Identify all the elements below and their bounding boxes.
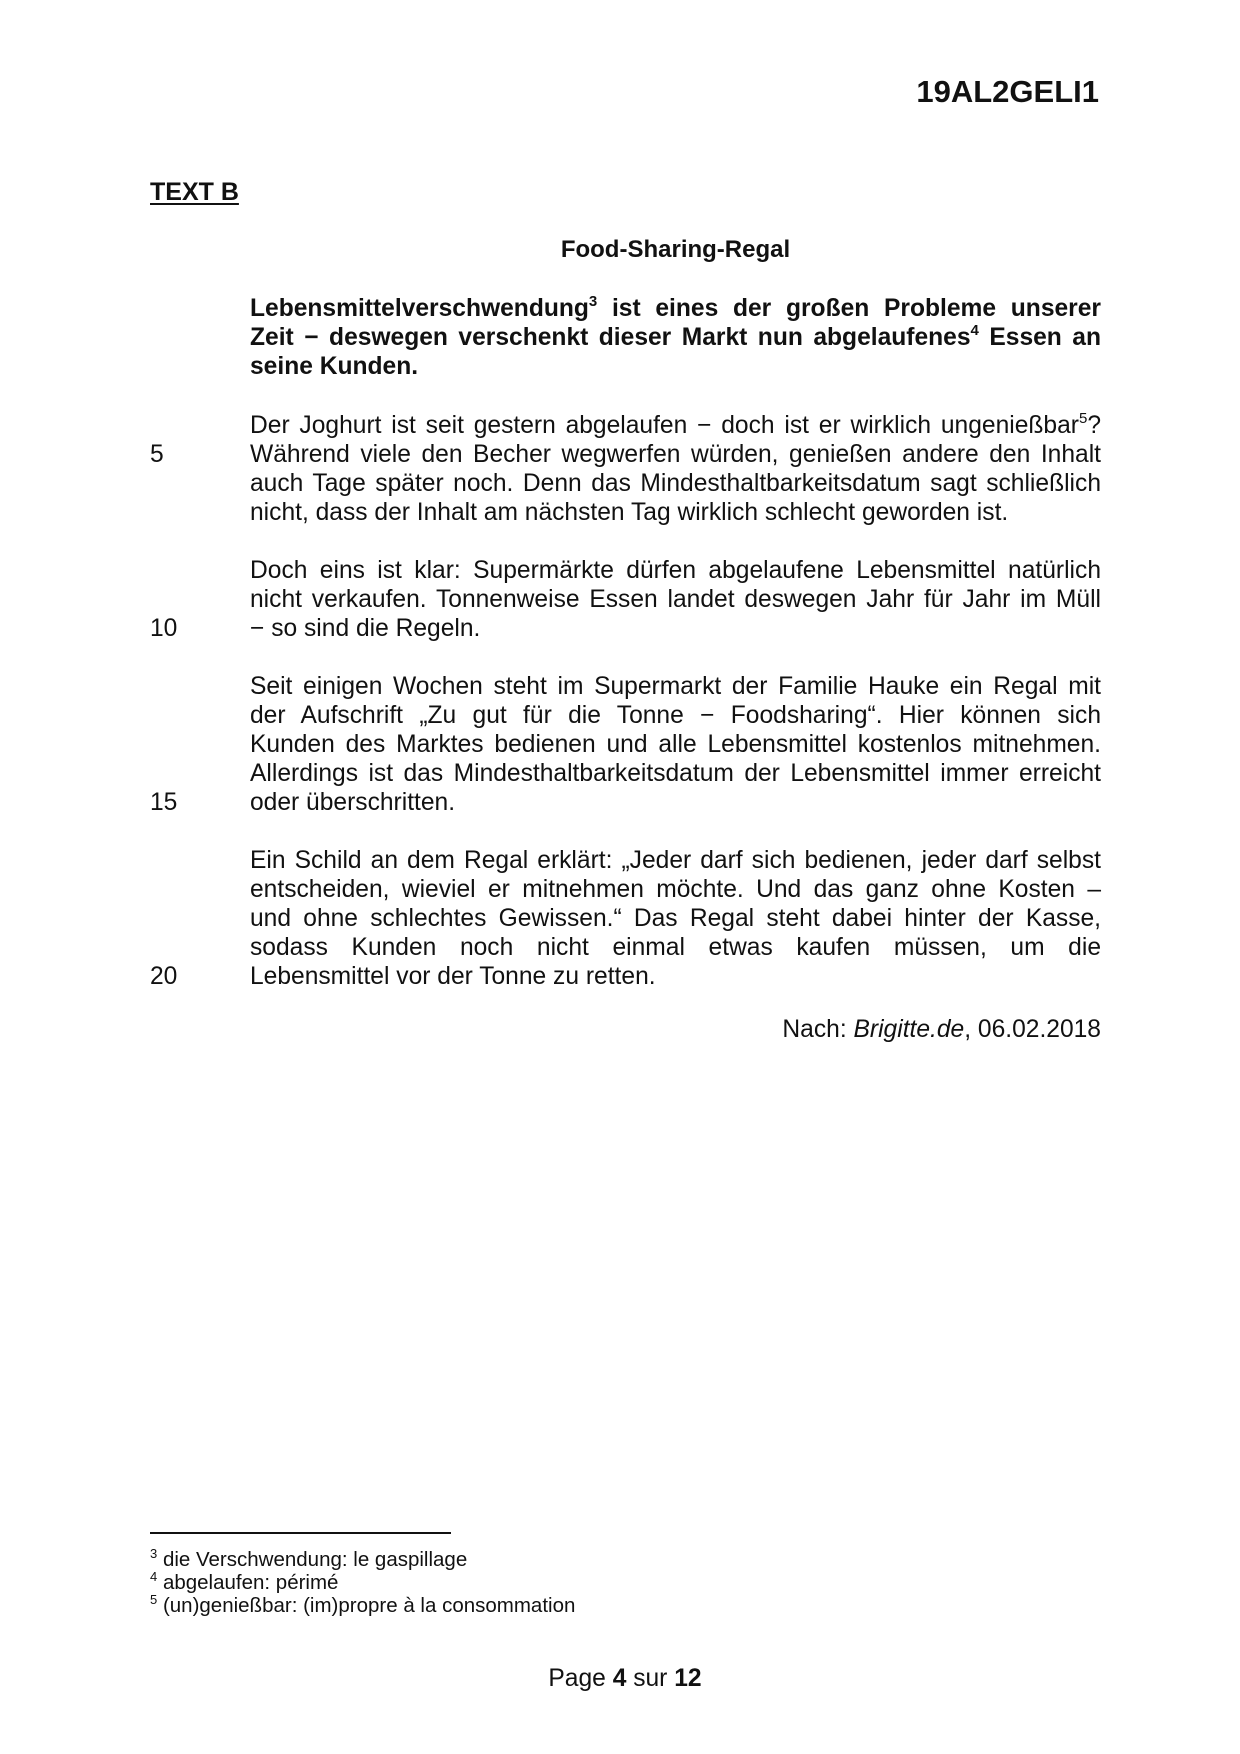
text-segment: Lebensmittel vor der Tonne zu retten. [250, 963, 656, 990]
current-page: 4 [612, 1665, 627, 1692]
section-label: TEXT B [150, 178, 239, 206]
text-segment: oder überschritten. [250, 789, 456, 816]
text-line [250, 411, 1101, 440]
text-segment: Während viele den Becher wegwerfen würden, genießen andere den Inhalt [250, 441, 1101, 468]
page-number [0, 1665, 1240, 1693]
text-line [250, 788, 1101, 817]
footnote-text: abgelaufen: périmé [162, 1571, 339, 1594]
text-segment: Doch eins ist klar: Supermärkte dürfen abgelaufene Lebensmittel natürlich [250, 557, 1101, 584]
document-code: 19AL2GELI1 [916, 74, 1099, 109]
text-segment: Ein Schild an dem Regal erklärt: „Jeder darf sich bedienen, jeder darf selbst [250, 847, 1101, 874]
text-segment: Essen an [978, 324, 1102, 351]
article-title: Food-Sharing-Regal [560, 236, 791, 263]
line-number: 20 [150, 963, 178, 990]
page-separator: sur [626, 1665, 675, 1692]
source-citation [782, 1016, 1101, 1044]
footnote-text: (un)genießbar: (im)propre à la consommation [162, 1594, 576, 1617]
lead-paragraph [250, 294, 1101, 381]
body-paragraph [250, 846, 1101, 991]
text-line [250, 352, 1101, 381]
text-line [250, 469, 1101, 498]
text-segment: Zeit − deswegen verschenkt dieser Markt nun abgelaufenes [250, 324, 971, 351]
text-segment: Allerdings ist das Mindesthaltbarkeitsdatum der Lebensmittel immer erreicht [250, 760, 1101, 787]
footnote-ref: 5 [1078, 410, 1088, 427]
text-line [250, 323, 1101, 352]
body-paragraph [250, 556, 1101, 643]
text-segment: ist eines der großen Probleme unserer [597, 295, 1101, 322]
text-segment: entscheiden, wieviel er mitnehmen möchte. Und das ganz ohne Kosten – [250, 876, 1101, 903]
footnote-ref: 4 [970, 322, 979, 339]
body-paragraph [250, 672, 1101, 817]
footnote-number: 4 [150, 1569, 158, 1584]
footnote-ref: 3 [588, 293, 598, 310]
text-segment: auch Tage später noch. Denn das Mindesthaltbarkeitsdatum sagt schließlich [250, 470, 1101, 497]
text-line [250, 730, 1101, 759]
body-paragraph [250, 411, 1101, 527]
text-line [250, 846, 1101, 875]
text-line [250, 498, 1101, 527]
footnote-divider [150, 1532, 451, 1534]
footnote-number: 3 [150, 1546, 158, 1561]
text-line [250, 962, 1101, 991]
line-number: 5 [150, 441, 164, 468]
text-segment: Kunden des Marktes bedienen und alle Lebensmittel kostenlos mitnehmen. [250, 731, 1101, 758]
text-line [250, 440, 1101, 469]
text-line [250, 933, 1101, 962]
text-segment: seine Kunden. [250, 353, 419, 380]
text-segment: Lebensmittelverschwendung [250, 295, 589, 322]
text-line [250, 875, 1101, 904]
text-line [250, 904, 1101, 933]
text-segment: der Aufschrift „Zu gut für die Tonne − Foodsharing“. Hier können sich [250, 702, 1101, 729]
text-line [250, 701, 1101, 730]
footnote-text: die Verschwendung: le gaspillage [162, 1548, 468, 1571]
text-segment: nicht, dass der Inhalt am nächsten Tag wirklich schlecht geworden ist. [250, 499, 1009, 526]
footnote [150, 1594, 575, 1617]
line-number: 10 [150, 615, 178, 642]
text-segment: Seit einigen Wochen steht im Supermarkt der Familie Hauke ein Regal mit [250, 673, 1101, 700]
footnote [150, 1571, 338, 1594]
total-pages: 12 [674, 1665, 702, 1692]
text-line [250, 614, 1101, 643]
source-prefix: Nach: [782, 1016, 854, 1043]
text-segment: Der Joghurt ist seit gestern abgelaufen − doch ist er wirklich ungenießbar [250, 412, 1079, 439]
text-segment: und ohne schlechtes Gewissen.“ Das Regal steht dabei hinter der Kasse, [250, 905, 1101, 932]
text-line [250, 672, 1101, 701]
source-publication: Brigitte.de [853, 1016, 965, 1043]
line-number: 15 [150, 789, 178, 816]
source-date: , 06.02.2018 [964, 1016, 1101, 1043]
text-segment: sodass Kunden noch nicht einmal etwas kaufen müssen, um die [250, 934, 1101, 961]
text-line [250, 294, 1101, 323]
text-line [250, 759, 1101, 788]
footnote-number: 5 [150, 1592, 158, 1607]
text-line [250, 556, 1101, 585]
text-line [250, 585, 1101, 614]
text-segment: − so sind die Regeln. [250, 615, 481, 642]
footnote [150, 1548, 467, 1571]
text-segment: nicht verkaufen. Tonnenweise Essen landet deswegen Jahr für Jahr im Müll [250, 586, 1101, 613]
text-segment: ? [1087, 412, 1101, 439]
page-label: Page [548, 1665, 613, 1692]
